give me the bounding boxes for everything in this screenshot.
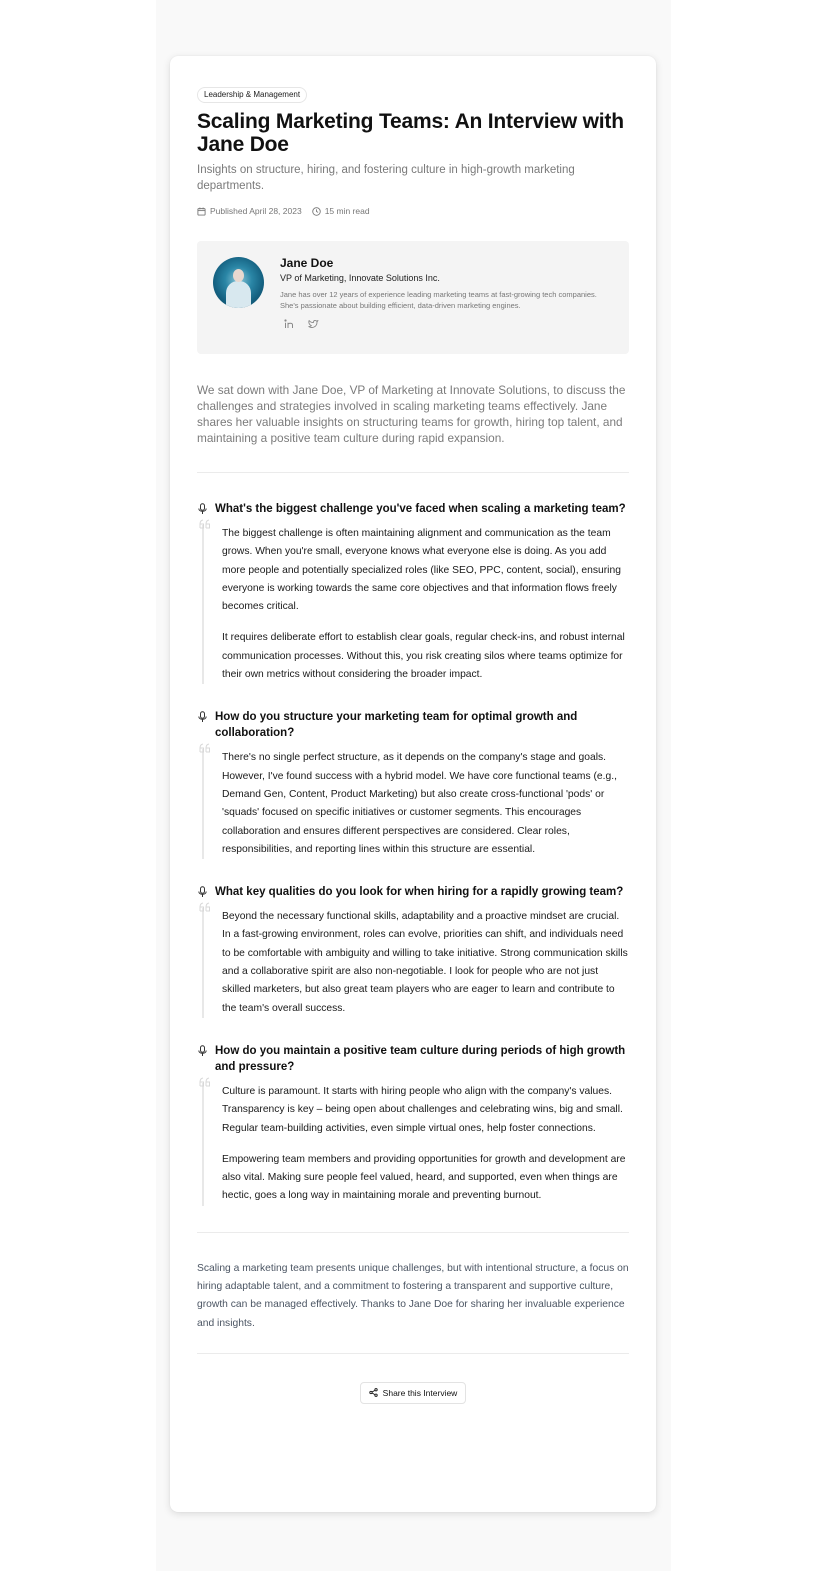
twitter-link[interactable] [308,319,319,329]
question [197,501,629,517]
quote-icon [199,1077,211,1087]
answer [202,749,629,859]
microphone-icon [197,886,208,898]
question-text: What's the biggest challenge you've faced when scaling a marketing team? [215,503,626,515]
author-info [280,256,610,339]
question [197,1043,629,1075]
social-links [284,319,610,329]
read-time-text: 15 min read [324,206,370,216]
quote-icon [199,902,211,912]
answer-paragraph: Beyond the necessary functional skills, adaptability and a proactive mindset are crucial. In a fast-growing environment, roles can evolve, priorities can shift, and individuals need to be comfortable with ambiguity and willing to take initiative. Strong communication skills and a collaborative spirit are also non-negotiable. I look for people who are not just skilled marketers, but also great team players who are eager to learn and contribute to the team's overall success. [222,911,628,1014]
answer-paragraph: Empowering team members and providing opportunities for growth and development are also vital. Making sure people feel valued, heard, and supported, even when things are hectic, goes a long way in maintaining morale and preventing burnout. [222,1153,626,1202]
quote-icon [199,743,211,753]
qa-item [197,1043,629,1206]
question [197,884,629,900]
published-text: Published April 28, 2023 [210,206,302,216]
microphone-icon [197,711,208,723]
author-box [197,241,629,354]
question [197,709,629,741]
clock-icon [312,207,321,216]
answer [202,908,629,1018]
answer [202,1083,629,1206]
article-meta [197,206,629,216]
category-tag[interactable]: Leadership & Management [197,87,307,103]
avatar [213,257,264,308]
section-divider [197,1353,629,1354]
question-text: What key qualities do you look for when hiring for a rapidly growing team? [215,886,624,899]
calendar-icon [197,207,206,216]
answer-paragraph: Culture is paramount. It starts with hiring people who align with the company's values. Transparency is key – being open about challenges and celebrating wins, big and small. Regular team-building activities, even simple virtual ones, help foster connections. [222,1085,623,1134]
answer-paragraph: There's no single perfect structure, as it depends on the company's stage and goals. However, I've found success with a hybrid model. We have core functional teams (e.g., Demand Gen, Content, Product Marketing) but also create cross-functional 'pods' or 'squads' focused on specific initiatives or customer segments. This encourages collaboration and ensures different perspectives are considered. Clear roles, responsibilities, and reporting lines within this structure are essential. [222,752,617,855]
linkedin-link[interactable] [284,319,294,329]
article-conclusion: Scaling a marketing team presents unique challenges, but with intentional structure, a focus on hiring adaptable talent, and a commitment to fostering a transparent and supportive culture, growth can be managed effectively. Thanks to Jane Doe for sharing her invaluable experience and insights. [197,1262,629,1329]
question-text: How do you structure your marketing team for optimal growth and collaboration? [215,711,578,740]
read-time [312,206,370,216]
share-area [197,1382,629,1404]
published-date [197,206,302,216]
qa-item [197,501,629,684]
microphone-icon [197,503,208,515]
answer [202,525,629,684]
share-button[interactable] [360,1382,467,1404]
twitter-icon [308,319,319,329]
section-divider [197,472,629,473]
share-button-label: Share this Interview [382,1387,458,1398]
question-text: How do you maintain a positive team culture during periods of high growth and pressure? [215,1044,626,1073]
article-intro: We sat down with Jane Doe, VP of Marketing at Innovate Solutions, to discuss the challenges and strategies involved in scaling marketing teams effectively. Jane shares her valuable insights on structuring teams for growth, hiring top talent, and maintaining a positive team culture during rapid expansion. [197,383,626,445]
author-role: VP of Marketing, Innovate Solutions Inc. [280,273,440,283]
article-title: Scaling Marketing Teams: An Interview with Jane Doe [197,110,624,156]
author-bio: Jane has over 12 years of experience leading marketing teams at fast-growing tech companies. She's passionate about building efficient, data-driven marketing engines. [280,290,597,310]
answer-paragraph: It requires deliberate effort to establish clear goals, regular check-ins, and robust internal communication processes. Without this, you risk creating silos where teams optimize for their own metrics without considering the broader impact. [222,632,625,681]
qa-item [197,709,629,859]
author-name: Jane Doe [280,256,334,270]
microphone-icon [197,1045,208,1057]
article-subtitle: Insights on structure, hiring, and fostering culture in high-growth marketing departments. [197,164,575,192]
qa-item [197,884,629,1018]
share-icon [369,1388,378,1397]
linkedin-icon [284,319,294,329]
answer-paragraph: The biggest challenge is often maintaining alignment and communication as the team grows. When you're small, everyone knows what everyone else is doing. As you add more people and potentially specialized roles (like SEO, PPC, content, social), ensuring everyone is working towards the same core objectives and that information flows freely becomes critical. [222,528,621,613]
quote-icon [199,519,211,529]
article-card [170,56,656,1512]
section-divider [197,1232,629,1233]
